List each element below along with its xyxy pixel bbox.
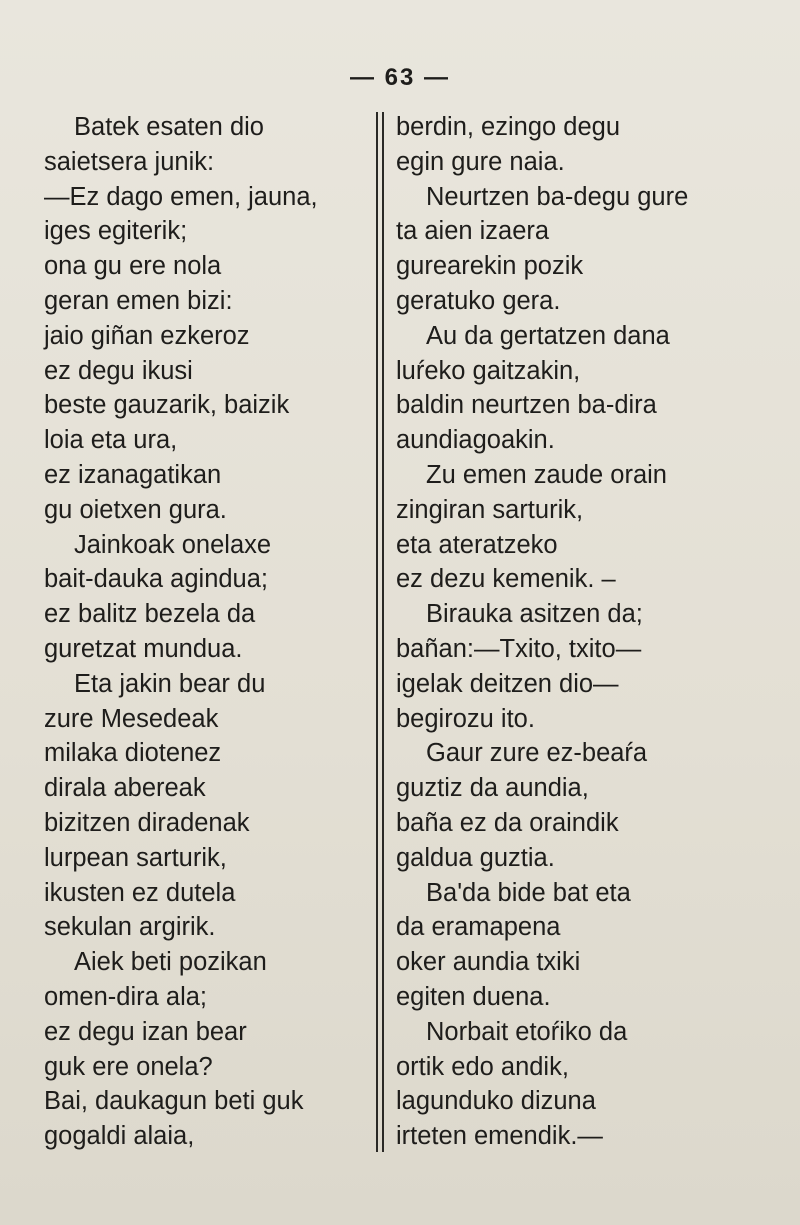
verse-line: Bai, daukagun beti guk bbox=[44, 1087, 304, 1116]
verse-line: ez degu ikusi bbox=[44, 356, 193, 385]
right-column bbox=[396, 110, 726, 1154]
verse-line: Batek esaten dio bbox=[74, 113, 264, 141]
verse-line: beste gauzarik, baizik bbox=[44, 391, 290, 420]
verse-line: ikusten ez dutela bbox=[44, 878, 236, 907]
verse-line: zure Mesedeak bbox=[44, 704, 219, 733]
verse-line: galdua guztia. bbox=[396, 843, 555, 872]
verse-line: gurearekin pozik bbox=[396, 252, 584, 281]
verse-line: lagunduko dizuna bbox=[396, 1087, 596, 1116]
verse-line: da eramapena bbox=[396, 913, 561, 942]
verse-line: begirozu ito. bbox=[396, 704, 535, 733]
verse-line: jaio giñan ezkeroz bbox=[44, 321, 250, 350]
verse-line: Birauka asitzen da; bbox=[426, 600, 643, 629]
verse-line: lurpean sarturik, bbox=[44, 843, 227, 872]
verse-line: geratuko gera. bbox=[396, 286, 561, 315]
verse-line: Ba'da bide bat eta bbox=[426, 878, 631, 907]
column-divider-rule-right bbox=[382, 112, 384, 1152]
verse-line: gu oietxen gura. bbox=[44, 495, 227, 524]
verse-line: ez degu izan bear bbox=[44, 1017, 247, 1046]
verse-line: berdin, ezingo degu bbox=[396, 113, 621, 141]
verse-line: Gaur zure ez-beaŕa bbox=[426, 739, 648, 768]
verse-line: egin gure naia. bbox=[396, 147, 565, 176]
verse-line: bañan:—Txito, txito— bbox=[396, 634, 642, 663]
verse-line: saietsera junik: bbox=[44, 147, 215, 176]
column-divider-rule-left bbox=[376, 112, 378, 1152]
verse-line: eta ateratzeko bbox=[396, 530, 558, 559]
verse-line: ez dezu kemenik. – bbox=[396, 565, 616, 594]
left-column bbox=[44, 110, 370, 1154]
verse-line: Jainkoak onelaxe bbox=[74, 530, 272, 559]
verse-line: omen-dira ala; bbox=[44, 982, 207, 1011]
verse-line: egiten duena. bbox=[396, 982, 551, 1011]
verse-line: irteten emendik.— bbox=[396, 1122, 603, 1151]
verse-line: Neurtzen ba-degu gure bbox=[426, 182, 689, 211]
verse-line: ez balitz bezela da bbox=[44, 600, 256, 629]
verse-line: gogaldi alaia, bbox=[44, 1122, 195, 1151]
verse-line: sekulan argirik. bbox=[44, 913, 216, 942]
verse-line: guretzat mundua. bbox=[44, 634, 243, 663]
verse-line: loia eta ura, bbox=[44, 426, 178, 455]
verse-line: ortik edo andik, bbox=[396, 1052, 569, 1081]
verse-line: ona gu ere nola bbox=[44, 252, 222, 281]
verse-line: bait-dauka agindua; bbox=[44, 565, 269, 594]
verse-line: dirala abereak bbox=[44, 774, 206, 803]
verse-line: Norbait etoŕiko da bbox=[426, 1017, 628, 1046]
verse-line: ta aien izaera bbox=[396, 217, 550, 246]
verse-line: ez izanagatikan bbox=[44, 460, 222, 489]
verse-line: Zu emen zaude orain bbox=[426, 460, 667, 489]
verse-line: Eta jakin bear du bbox=[74, 669, 266, 698]
verse-line: luŕeko gaitzakin, bbox=[396, 356, 581, 385]
verse-line: igelak deitzen dio— bbox=[396, 669, 619, 698]
verse-line: oker aundia txiki bbox=[396, 948, 581, 977]
verse-line: aundiagoakin. bbox=[396, 426, 555, 455]
verse-line: baldin neurtzen ba-dira bbox=[396, 391, 657, 420]
verse-line: guztiz da aundia, bbox=[396, 774, 589, 803]
verse-line: iges egiterik; bbox=[44, 217, 188, 246]
verse-line: —Ez dago emen, jauna, bbox=[44, 182, 318, 211]
verse-line: guk ere onela? bbox=[44, 1052, 213, 1081]
verse-line: Au da gertatzen dana bbox=[426, 321, 670, 350]
page-number: — 63 — bbox=[349, 64, 451, 91]
verse-line: bizitzen diradenak bbox=[44, 808, 250, 837]
verse-line: milaka diotenez bbox=[44, 739, 222, 768]
verse-line: zingiran sarturik, bbox=[396, 495, 584, 524]
verse-line: geran emen bizi: bbox=[44, 286, 233, 315]
verse-line: baña ez da oraindik bbox=[396, 808, 619, 837]
verse-line: Aiek beti pozikan bbox=[74, 948, 267, 977]
